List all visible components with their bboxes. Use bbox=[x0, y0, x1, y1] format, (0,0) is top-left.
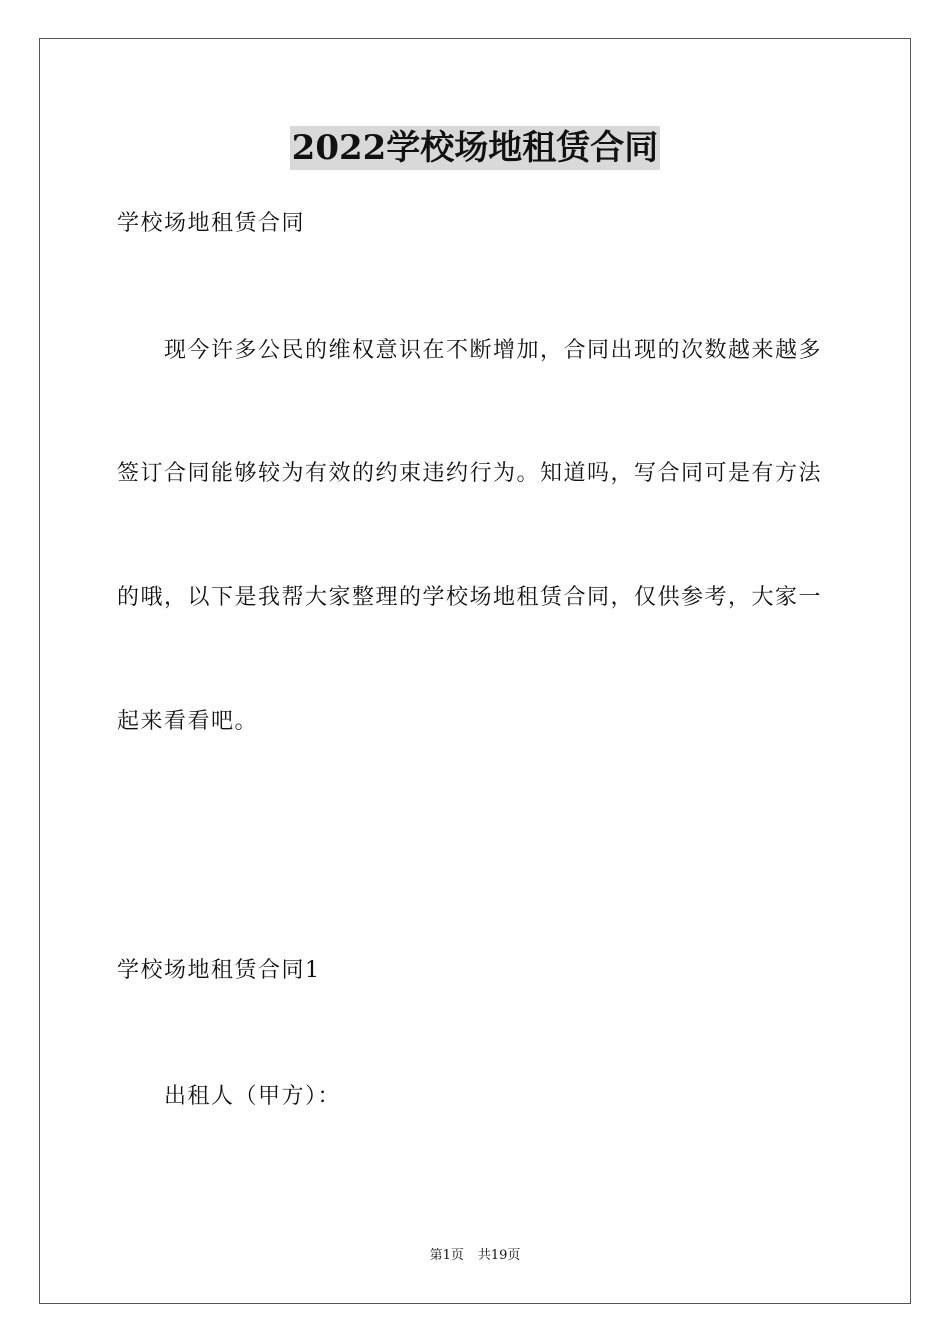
document-title: 2022学校场地租赁合同 bbox=[291, 128, 659, 168]
intro-line-3: 的哦，以下是我帮大家整理的学校场地租赁合同，仅供参考，大家一 bbox=[117, 585, 823, 610]
title-container bbox=[0, 126, 950, 170]
section-heading: 学校场地租赁合同1 bbox=[117, 958, 321, 983]
intro-line-2: 签订合同能够较为有效的约束违约行为。知道吗，写合同可是有方法 bbox=[117, 461, 823, 486]
page-footer bbox=[0, 1247, 950, 1265]
intro-line-4: 起来看看吧。 bbox=[117, 709, 259, 734]
page-number-total: 共19页 bbox=[477, 1248, 521, 1263]
intro-line-1: 现今许多公民的维权意识在不断增加，合同出现的次数越来越多 bbox=[164, 338, 823, 363]
lessor-label: 出租人（甲方）： bbox=[164, 1084, 342, 1109]
document-subtitle: 学校场地租赁合同 bbox=[117, 211, 306, 236]
page-number-current: 第1页 bbox=[429, 1248, 464, 1263]
